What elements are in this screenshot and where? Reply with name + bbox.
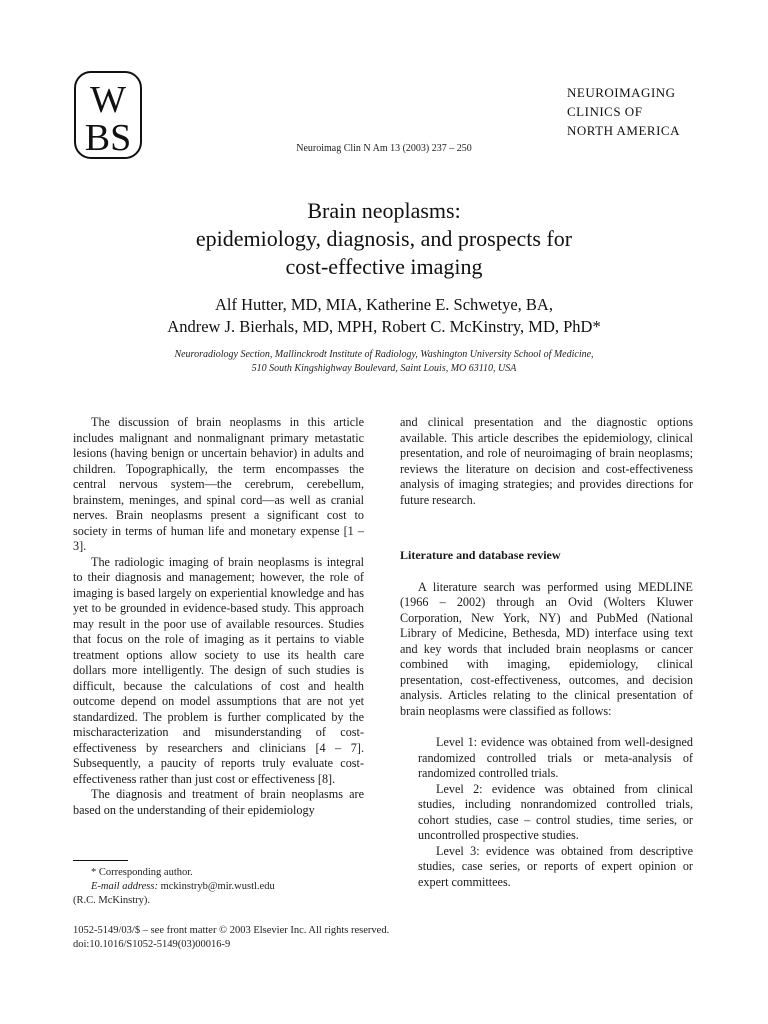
doi-line[interactable]: doi:10.1016/S1052-5149(03)00016-9 (73, 939, 231, 950)
evidence-level-item: Level 2: evidence was obtained from clinical studies, including nonrandomized controlled trials, cohort studies, case – control studies, time series, or uncontrolled prospective studies. (418, 781, 693, 842)
paragraph: The discussion of brain neoplasms in this article includes malignant and nonmalignant primary metastatic lesions (having benign or uncertain behavior) in adults and children. Topographically, the term encompasses the central nervous system—the cerebrum, cerebellum, brainstem, meninges, and spinal cord—as well as cranial nerves. Brain neoplasms present a significant cost to society in terms of human life and monetary expense [1 – 3]. (73, 415, 364, 553)
left-column (73, 415, 364, 818)
journal-name-line-1: NEUROIMAGING (567, 85, 676, 100)
title-line-2: epidemiology, diagnosis, and prospects for (195, 226, 573, 251)
evidence-level-item: Level 1: evidence was obtained from well-designed randomized controlled trials or meta-analysis of randomized controlled trials. (418, 735, 693, 780)
publication-info (73, 924, 389, 952)
affiliation-line-1: Neuroradiology Section, Mallinckrodt Institute of Radiology, Washington University School of Medicine, (174, 349, 594, 360)
authors-line-1: Alf Hutter, MD, MIA, Katherine E. Schwetye, BA, (215, 295, 553, 314)
authors-line-2: Andrew J. Bierhals, MD, MPH, Robert C. McKinstry, MD, PhD* (167, 317, 601, 336)
article-title (0, 197, 768, 281)
email-line (73, 880, 373, 894)
affiliation (0, 348, 768, 376)
journal-citation: Neuroimag Clin N Am 13 (2003) 237 – 250 (296, 143, 472, 154)
paragraph: The radiologic imaging of brain neoplasms is integral to their diagnosis and management; however, the role of imaging is based largely on experiential knowledge and has yet to be grounded in evidence-based study. This approach may result in the poor use of available resources. Studies that focus on the role of imaging as it pertains to viable treatment options allow society to use its health care dollars more intelligently. The design of such studies is difficult, because the calculations of cost and health outcome depend on model assumptions that are not yet standardized. The problem is further complicated by the mischaracterization and misunderstanding of cost-effectiveness by researchers and clinicians [4 – 7]. Subsequently, a paucity of reports truly evaluate cost-effectiveness rather than just cost or effectiveness [8]. (73, 554, 364, 786)
paragraph: The diagnosis and treatment of brain neoplasms are based on the understanding of their epidemiology (73, 787, 364, 817)
footnote (73, 866, 373, 908)
section-heading: Literature and database review (400, 548, 561, 562)
paragraph: A literature search was performed using MEDLINE (1966 – 2002) through an Ovid (Wolters Kluwer Corporation, New York, NY) and PubMed (National Library of Medicine, Bethesda, MD) interface using text and key words that included brain neoplasms or cancer combined with imaging, epidemiology, clinical presentation, cost-effectiveness, outcomes, and decision analysis. Articles relating to the clinical presentation of brain neoplasms were classified as follows: (400, 579, 693, 718)
email-label: E-mail address: (91, 881, 158, 892)
email-address[interactable]: mckinstryb@mir.wustl.edu (160, 881, 275, 892)
right-column (400, 415, 693, 890)
corresponding-author-name: (R.C. McKinstry). (73, 895, 150, 906)
author-list (0, 294, 768, 338)
title-line-3: cost-effective imaging (285, 254, 483, 279)
journal-name (567, 83, 680, 140)
svg-text:W: W (90, 79, 126, 121)
issn-line: 1052-5149/03/$ – see front matter © 2003 Elsevier Inc. All rights reserved. (73, 925, 390, 936)
paragraph-continued: and clinical presentation and the diagnostic options available. This article describes the epidemiology, clinical presentation, and role of neuroimaging of brain neoplasms; reviews the literature on decision and cost-effectiveness analysis of imaging strategies; and provides directions for future research. (400, 415, 693, 507)
evidence-level-item: Level 3: evidence was obtained from descriptive studies, case series, or reports of expert opinion or expert committees. (418, 843, 693, 889)
footnote-divider (73, 860, 128, 861)
title-line-1: Brain neoplasms: (307, 198, 461, 223)
journal-name-line-2: CLINICS OF (567, 104, 643, 119)
corresponding-author-note: * Corresponding author. (91, 867, 193, 878)
affiliation-line-2: 510 South Kingshighway Boulevard, Saint Louis, MO 63110, USA (251, 363, 517, 374)
journal-name-line-3: NORTH AMERICA (567, 123, 680, 138)
svg-text:BS: BS (84, 117, 132, 159)
